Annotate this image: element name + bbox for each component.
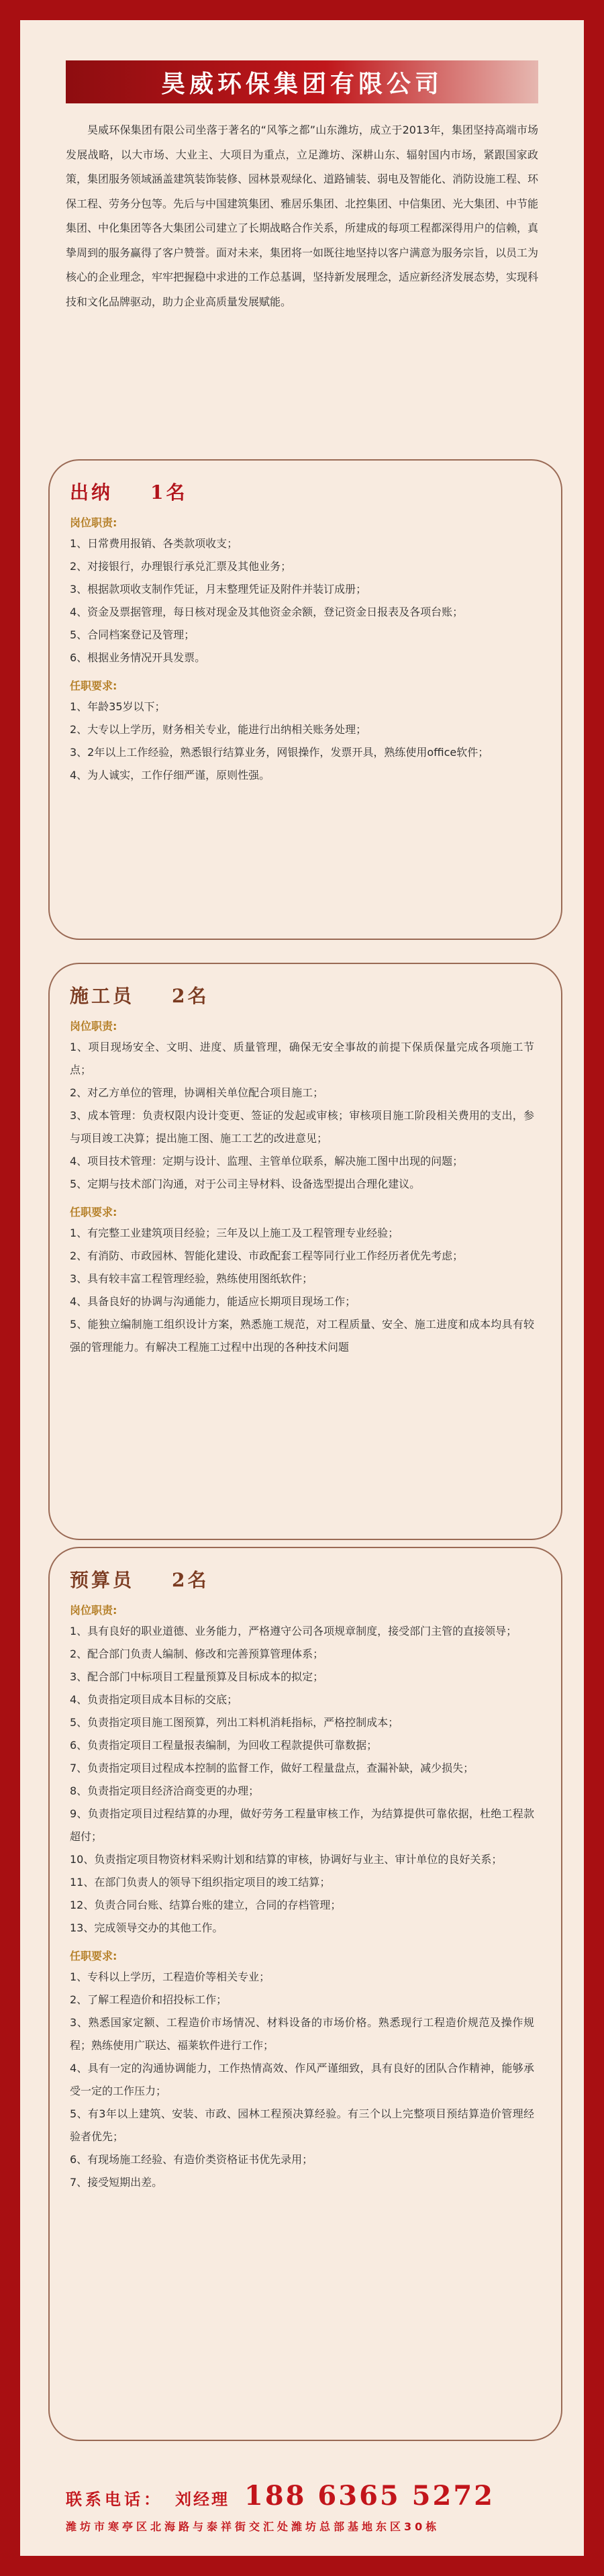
job-card-budget-estimator xyxy=(48,1547,562,2441)
duty-item: 4、负责指定项目成本目标的交底； xyxy=(70,1693,238,1706)
duty-item: 6、负责指定项目工程量报表编制，为回收工程款提供可靠数据； xyxy=(70,1739,378,1752)
duties-list xyxy=(50,1036,561,1196)
contact-name: 刘经理 xyxy=(175,2489,230,2509)
duty-item: 13、完成领导交办的其他工作。 xyxy=(70,1921,223,1934)
requirement-item: 5、有3年以上建筑、安装、市政、园林工程预决算经验。有三个以上完整项目预结算造价管理经验者优先； xyxy=(70,2107,534,2143)
job-header xyxy=(70,1566,561,1592)
requirement-item: 3、熟悉国家定额、工程造价市场情况、材料设备的市场价格。熟悉现行工程造价规范及操作规程；熟练使用广联达、福莱软件进行工作； xyxy=(70,2016,534,2052)
requirement-item: 7、接受短期出差。 xyxy=(70,2176,163,2189)
requirement-item: 5、能独立编制施工组织设计方案，熟悉施工规范，对工程质量、安全、施工进度和成本均具有较强的管理能力。有解决工程施工过程中出现的各种技术问题 xyxy=(70,1318,534,1353)
duty-item: 11、在部门负责人的领导下组织指定项目的竣工结算； xyxy=(70,1876,331,1889)
job-count: 2名 xyxy=(172,985,209,1007)
requirement-item: 1、专科以上学历，工程造价等相关专业； xyxy=(70,1970,270,1983)
requirement-item: 2、有消防、市政园林、智能化建设、市政配套工程等同行业工作经历者优先考虑； xyxy=(70,1249,464,1262)
requirement-item: 6、有现场施工经验、有造价类资格证书优先录用； xyxy=(70,2153,313,2166)
duty-item: 4、项目技术管理：定期与设计、监理、主管单位联系，解决施工图中出现的问题； xyxy=(70,1155,464,1167)
duty-item: 5、定期与技术部门沟通，对于公司主导材料、设备选型提出合理化建议。 xyxy=(70,1178,421,1190)
requirements-list xyxy=(50,1222,561,1359)
duty-item: 9、负责指定项目过程结算的办理，做好劳务工程量审核工作，为结算提供可靠依据，杜绝工程款超付； xyxy=(70,1807,534,1843)
duty-item: 7、负责指定项目过程成本控制的监督工作，做好工程量盘点，查漏补缺，减少损失； xyxy=(70,1762,474,1774)
duty-item: 5、负责指定项目施工图预算，列出工料机消耗指标，严格控制成本； xyxy=(70,1716,399,1729)
duty-item: 10、负责指定项目物资材料采购计划和结算的审核，协调好与业主、审计单位的良好关系； xyxy=(70,1853,503,1866)
duty-item: 8、负责指定项目经济洽商变更的办理； xyxy=(70,1784,260,1797)
duty-item: 12、负责合同台账、结算台账的建立，合同的存档管理； xyxy=(70,1899,342,1911)
company-title-banner xyxy=(66,60,538,103)
duties-title: 岗位职责: xyxy=(70,516,117,529)
job-title: 出纳 xyxy=(70,481,113,504)
contact-line xyxy=(66,2480,549,2512)
duty-item: 6、根据业务情况开具发票。 xyxy=(70,651,206,664)
requirement-item: 1、年龄35岁以下； xyxy=(70,700,166,713)
company-address: 潍坊市寒亭区北海路与泰祥街交汇处潍坊总部基地东区30栋 xyxy=(66,2520,440,2533)
requirement-item: 4、为人诚实，工作仔细严谨，原则性强。 xyxy=(70,769,270,781)
job-title: 预算员 xyxy=(70,1569,135,1591)
requirements-title: 任职要求: xyxy=(70,1950,117,1962)
job-header xyxy=(70,982,561,1008)
company-name: 昊威环保集团有限公司 xyxy=(160,69,443,98)
job-card-cashier xyxy=(48,459,562,940)
requirement-item: 2、大专以上学历，财务相关专业，能进行出纳相关账务处理； xyxy=(70,723,367,736)
requirement-item: 1、有完整工业建筑项目经验；三年及以上施工及工程管理专业经验； xyxy=(70,1227,399,1239)
duties-title: 岗位职责: xyxy=(70,1604,117,1617)
contact-phone[interactable]: 188 6365 5272 xyxy=(244,2480,495,2512)
contact-label: 联系电话： xyxy=(66,2489,163,2509)
requirements-list xyxy=(50,696,561,787)
job-count: 2名 xyxy=(172,1569,209,1591)
duty-item: 2、对乙方单位的管理，协调相关单位配合项目施工； xyxy=(70,1086,324,1099)
requirements-title: 任职要求: xyxy=(70,1206,117,1219)
duty-item: 1、项目现场安全、文明、进度、质量管理，确保无安全事故的前提下保质保量完成各项施工节点； xyxy=(70,1041,534,1076)
duty-item: 5、合同档案登记及管理； xyxy=(70,628,195,641)
requirement-item: 4、具有一定的沟通协调能力，工作热情高效、作风严谨细致，具有良好的团队合作精神，能够承受一定的工作压力； xyxy=(70,2062,534,2097)
requirement-item: 3、具有较丰富工程管理经验，熟练使用图纸软件； xyxy=(70,1272,313,1285)
requirement-item: 4、具备良好的协调与沟通能力，能适应长期项目现场工作； xyxy=(70,1295,356,1308)
requirement-item: 3、2年以上工作经验，熟悉银行结算业务，网银操作，发票开具，熟练使用office软件； xyxy=(70,746,489,759)
duties-list xyxy=(50,532,561,669)
requirement-item: 2、了解工程造价和招投标工作； xyxy=(70,1993,228,2006)
requirements-list xyxy=(50,1966,561,2194)
duty-item: 1、日常费用报销、各类款项收支； xyxy=(70,537,238,550)
duty-item: 2、配合部门负责人编制、修改和完善预算管理体系； xyxy=(70,1648,324,1660)
job-title: 施工员 xyxy=(70,985,135,1007)
duty-item: 3、根据款项收支制作凭证，月末整理凭证及附件并装订成册； xyxy=(70,583,367,595)
job-card-construction-worker xyxy=(48,963,562,1540)
duties-title: 岗位职责: xyxy=(70,1020,117,1033)
duty-item: 4、资金及票据管理，每日核对现金及其他资金余额，登记资金日报表及各项台账； xyxy=(70,606,464,618)
requirements-title: 任职要求: xyxy=(70,679,117,692)
duty-item: 2、对接银行，办理银行承兑汇票及其他业务； xyxy=(70,560,292,573)
job-count: 1名 xyxy=(150,481,188,504)
duty-item: 3、成本管理：负责权限内设计变更、签证的发起或审核；审核项目施工阶段相关费用的支出，参与项目竣工决算；提出施工图、施工工艺的改进意见； xyxy=(70,1109,534,1145)
duty-item: 3、配合部门中标项目工程量预算及目标成本的拟定； xyxy=(70,1670,324,1683)
duty-item: 1、具有良好的职业道德、业务能力，严格遵守公司各项规章制度，接受部门主管的直接领导； xyxy=(70,1625,517,1637)
duties-list xyxy=(50,1620,561,1940)
job-header xyxy=(70,478,561,505)
company-intro: 昊威环保集团有限公司坐落于著名的“风筝之都”山东潍坊，成立于2013年，集团坚持高端市场发展战略，以大市场、大业主、大项目为重点，立足潍坊、深耕山东、辐射国内市场，紧跟国家政策，集团服务领域涵盖建筑装饰装修、园林景观绿化、道路铺装、弱电及智能化、消防设施工程、环保工程、劳务分包等。先后与中国建筑集团、雅居乐集团、北控集团、中信集团、光大集团、中节能集团、中化集团等各大集团公司建立了长期战略合作关系，所建成的每项工程都深得用户的信赖，真挚周到的服务赢得了客户赞誉。面对未来，集团将一如既往地坚持以客户满意为服务宗旨，以员工为核心的企业理念，牢牢把握稳中求进的工作总基调，坚持新发展理念，适应新经济发展态势，实现科技和文化品牌驱动，助力企业高质量发展赋能。 xyxy=(66,124,539,308)
